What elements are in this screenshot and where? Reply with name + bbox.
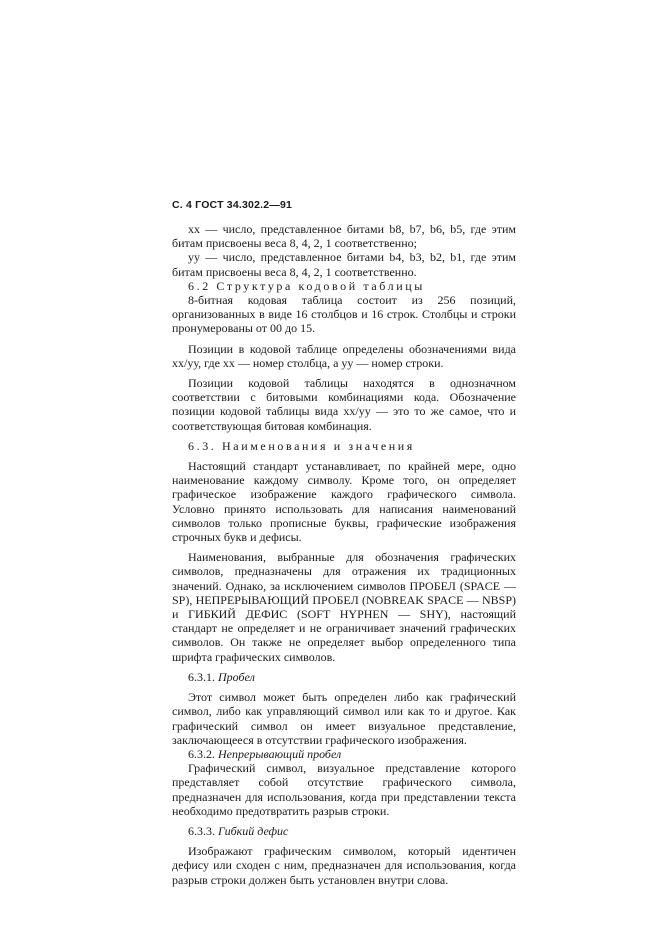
section-6-2-paragraph-3: Позиции кодовой таблицы находятся в однозначном соответствии с битовыми комбинациями кода. Обозначение позиции кодовой таблицы вида хх/уу — это то же самое, что и соответствующая битовая комбинация. xyxy=(172,376,516,433)
section-6-3-3-title: Гибкий дефис xyxy=(218,823,289,838)
section-6-3-2-heading xyxy=(172,747,516,761)
paragraph-yy-definition: уу — число, представленное битами b4, b3, b2, b1, где этим битам присвоены веса 8, 4, 2, 1 соответственно. xyxy=(172,250,516,279)
section-6-2-paragraph-2: Позиции в кодовой таблице определены обозначениями вида хх/уу, где хх — номер столбца, а уу — номер строки. xyxy=(172,341,516,370)
section-6-3-2-paragraph: Графический символ, визуальное представление которого представляет собой отсутствие графического символа, предназначен для использования, когда при представлении текста необходимо предотвратить разрыв строки. xyxy=(172,761,516,818)
page-header: С. 4 ГОСТ 34.302.2—91 xyxy=(172,199,293,211)
section-6-3-1-heading xyxy=(172,670,516,684)
section-6-3-3-heading xyxy=(172,824,516,838)
section-6-3-1-title: Пробел xyxy=(218,669,255,684)
section-6-3-heading: 6.3. Наименования и значения xyxy=(188,438,415,453)
document-body xyxy=(172,222,516,887)
section-6-3-2-title: Непрерывающий пробел xyxy=(218,746,342,761)
section-6-3-3-number: 6.3.3. xyxy=(188,823,215,838)
section-6-2-paragraph-1: 8-битная кодовая таблица состоит из 256 позиций, организованных в виде 16 столбцов и 16 строк. Столбцы и строки пронумерованы от 00 до 15. xyxy=(172,293,516,336)
section-6-3-1-number: 6.3.1. xyxy=(188,669,215,684)
section-6-3-3-paragraph: Изображают графическим символом, который идентичен дефису или сходен с ним, предназначен для использования, когда разрыв строки должен быть установлен внутри слова. xyxy=(172,844,516,887)
section-6-3-paragraph-1: Настоящий стандарт устанавливает, по крайней мере, одно наименование каждому символу. Кроме того, он определяет графическое изображение каждого графического символа. Условно принято использовать для написания наименований символов только прописные буквы, графические изображения строчных букв и дефисы. xyxy=(172,459,516,545)
section-6-3-2-number: 6.3.2. xyxy=(188,746,215,761)
section-6-2-heading: 6.2 Структура кодовой таблицы xyxy=(188,278,425,293)
paragraph-xx-definition: хх — число, представленное битами b8, b7, b6, b5, где этим битам присвоены веса 8, 4, 2, 1 соответственно; xyxy=(172,222,516,251)
section-6-3-1-paragraph: Этот символ может быть определен либо как графический символ, либо как управляющий символ или как то и другое. Как графический символ он имеет визуальное представление, заключающееся в отсутствии графического изображения. xyxy=(172,690,516,747)
section-6-3-paragraph-2: Наименования, выбранные для обозначения графических символов, предназначены для отражения их традиционных значений. Однако, за исключением символов ПРОБЕЛ (SPACE — SP), НЕПРЕРЫВАЮЩИЙ ПРОБЕЛ (NOBREAK SPACE — NBSP) и ГИБКИЙ ДЕФИС (SOFT HYPHEN — SHY), настоящий стандарт не определяет и не ограничивает значений графических символов. Он также не определяет выбор определенного типа шрифта графических символов. xyxy=(172,550,516,664)
